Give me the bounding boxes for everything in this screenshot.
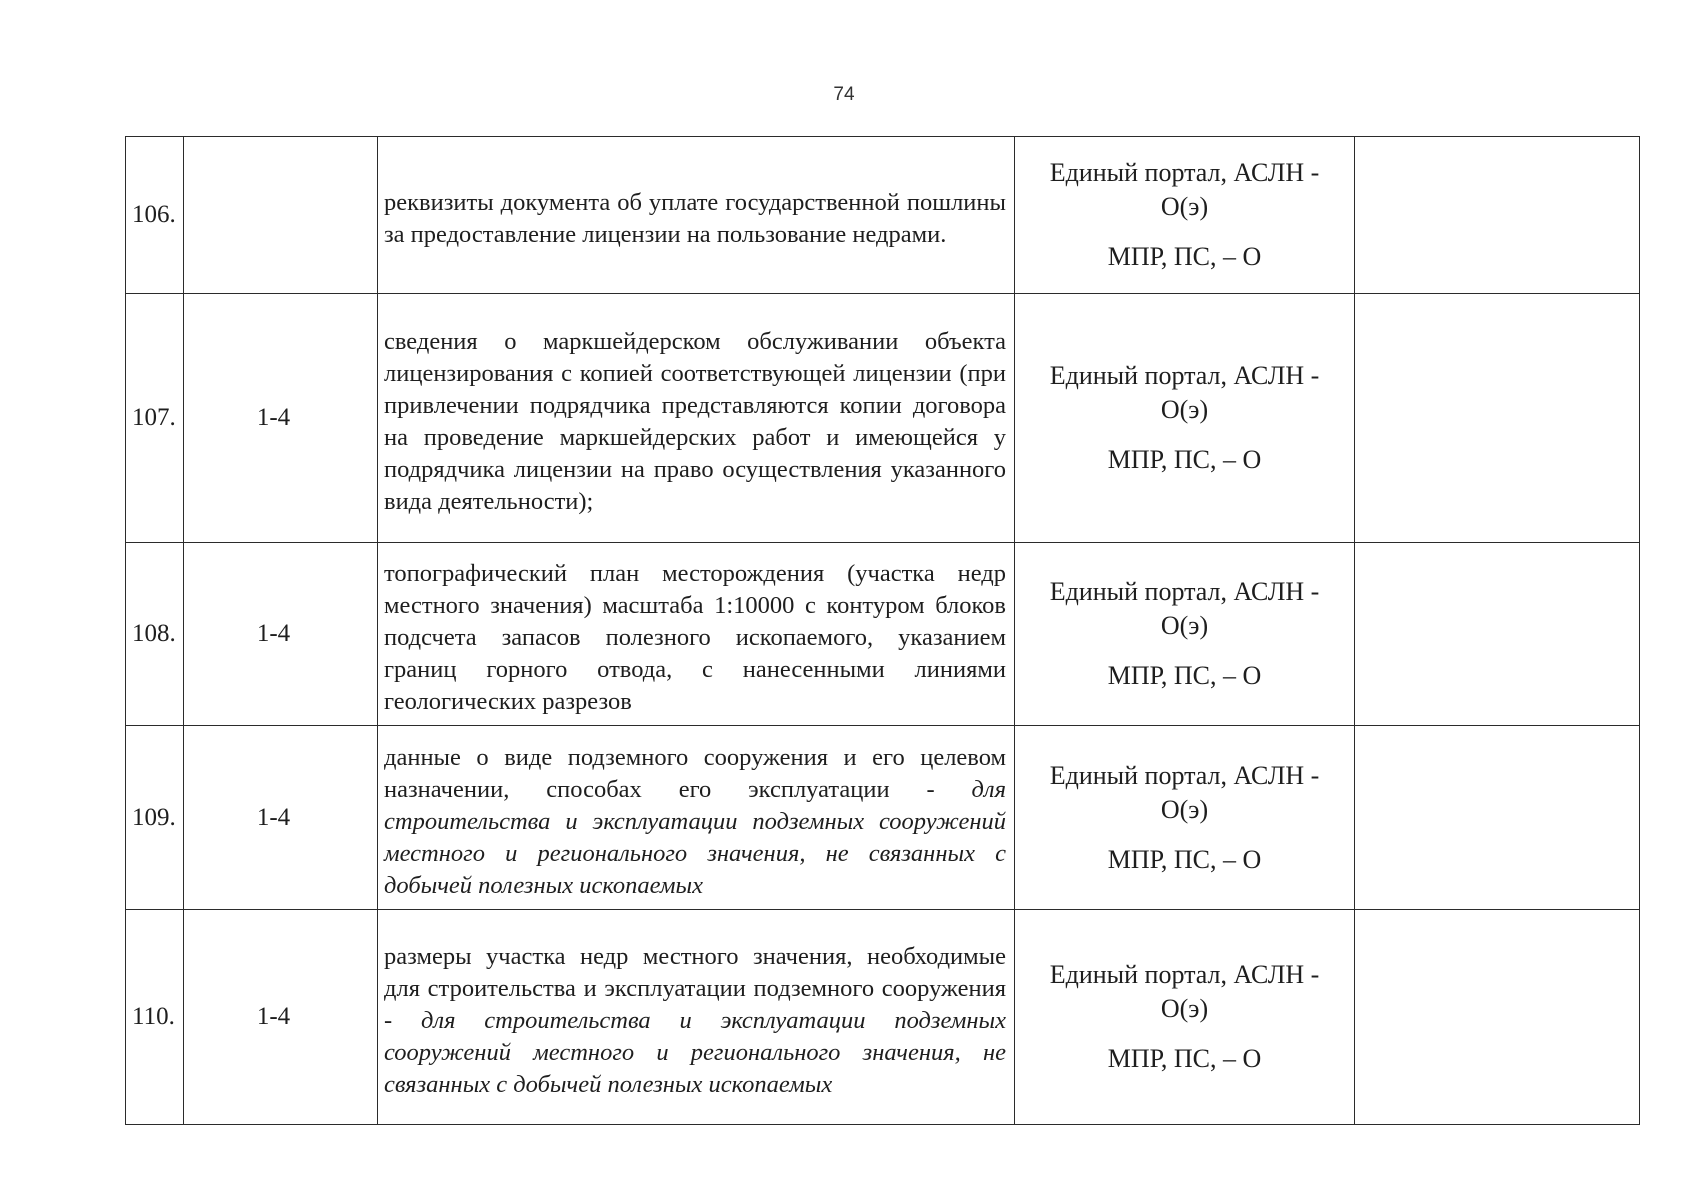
source-portal: Единый портал, АСЛН - (1049, 158, 1320, 187)
table-row (126, 543, 1640, 726)
description-italic-text: для строительства и эксплуатации подземных сооружений местного и регионального значения, не связанных с добычей полезных ископаемых (384, 1007, 1006, 1098)
row-source (1015, 294, 1355, 543)
source-portal: Единый портал, АСЛН - (1049, 760, 1320, 790)
description-text: топографический план месторождения (участка недр местного значения) масштаба 1:10000 с контуром блоков подсчета запасов полезного ископаемого, указанием границ горного отвода, с нанесенными линиями геологических разрезов (384, 560, 1006, 715)
row-stage: 1-4 (184, 294, 378, 543)
row-stage (184, 137, 378, 294)
row-note (1355, 294, 1640, 543)
description-text: реквизиты документа об уплате государственной пошлины за предоставление лицензии на пользование недрами. (384, 189, 1006, 248)
source-format: О(э) (1160, 794, 1209, 824)
row-number: 108. (126, 543, 184, 726)
table-row (126, 726, 1640, 910)
row-note (1355, 910, 1640, 1125)
row-note (1355, 137, 1640, 294)
source-format: О(э) (1160, 192, 1209, 221)
table-row (126, 137, 1640, 294)
source-authority: МПР, ПС, – О (1107, 844, 1262, 874)
description-text: сведения о маркшейдерском обслуживании объекта лицензирования с копией соответствующей лицензии (при привлечении подрядчика представляются копии договора на проведение маркшейдерских работ и имеющейся у подрядчика лицензии на право осуществления указанного вида деятельности); (384, 328, 1006, 515)
document-table (125, 136, 1640, 1125)
source-authority: МПР, ПС, – О (1107, 661, 1262, 690)
row-note (1355, 726, 1640, 910)
row-source (1015, 137, 1355, 294)
row-description (378, 543, 1015, 726)
row-note (1355, 543, 1640, 726)
row-stage: 1-4 (184, 910, 378, 1125)
source-format: О(э) (1160, 611, 1209, 640)
source-authority: МПР, ПС, – О (1107, 1044, 1262, 1073)
row-description (378, 294, 1015, 543)
source-authority: МПР, ПС, – О (1107, 445, 1262, 474)
source-portal: Единый портал, АСЛН - (1049, 960, 1320, 989)
description-text: данные о виде подземного сооружения и его целевом назначении, способах его эксплуатации - (384, 743, 1006, 803)
source-authority: МПР, ПС, – О (1107, 242, 1262, 271)
description-italic-text: для строительства и эксплуатации подземных сооружений местного и регионального значения, не связанных с добычей полезных ископаемых (384, 775, 1006, 899)
description-text: размеры участка недр местного значения, необходимые для строительства и эксплуатации подземного сооружения - (384, 943, 1006, 1034)
row-number: 110. (126, 910, 184, 1125)
row-description (378, 910, 1015, 1125)
row-number: 109. (126, 726, 184, 910)
row-number: 107. (126, 294, 184, 543)
row-source (1015, 726, 1355, 910)
row-stage: 1-4 (184, 543, 378, 726)
row-number: 106. (126, 137, 184, 294)
source-format: О(э) (1160, 395, 1209, 424)
source-portal: Единый портал, АСЛН - (1049, 361, 1320, 390)
row-source (1015, 910, 1355, 1125)
row-description (378, 726, 1015, 910)
source-format: О(э) (1160, 994, 1209, 1023)
row-description (378, 137, 1015, 294)
page-number: 74 (833, 84, 855, 105)
source-portal: Единый портал, АСЛН - (1049, 577, 1320, 606)
row-source (1015, 543, 1355, 726)
row-stage: 1-4 (184, 726, 378, 910)
table-row (126, 294, 1640, 543)
table-row (126, 910, 1640, 1125)
